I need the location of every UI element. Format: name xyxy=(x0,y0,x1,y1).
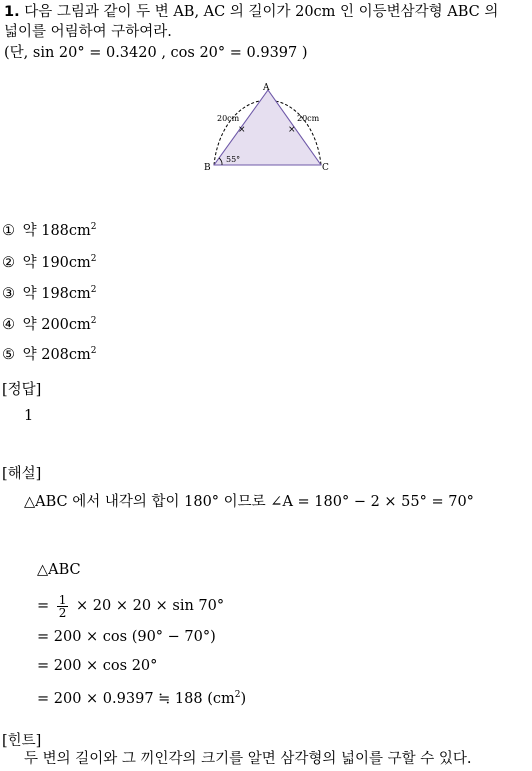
explanation-step-3: = 200 × cos 20° xyxy=(37,658,158,674)
option-5[interactable]: ⑤ 약 $208cm^2$ xyxy=(2,346,97,363)
option-text: 약 188cm xyxy=(22,223,91,239)
fraction-one-half: $\frac{1}{2}$ xyxy=(58,592,67,620)
option-marker: ⑤ xyxy=(2,347,15,363)
triangle-abc xyxy=(214,90,321,165)
option-marker: ① xyxy=(2,223,15,239)
option-3[interactable]: ③ 약 $198cm^2$ xyxy=(2,285,97,302)
tick-mark-left: × xyxy=(238,125,246,135)
option-marker: ② xyxy=(2,255,15,271)
label-a: A xyxy=(263,83,270,93)
explanation-heading: [해설] xyxy=(2,466,42,482)
explanation-line-1: △ABC 에서 내각의 합이 180° 이므로 ∠A = 180° − 2 × 55° = 70° xyxy=(24,494,474,510)
option-text: 약 190cm xyxy=(22,255,91,271)
option-text: 약 200cm xyxy=(22,317,91,333)
option-2[interactable]: ② 약 $190cm^2$ xyxy=(2,254,97,271)
tick-mark-right: × xyxy=(288,125,296,135)
explanation-step-1: = $\frac{1}{2}$ × 20 × 20 × sin 70° xyxy=(37,592,225,620)
side-left-label: 20cm xyxy=(217,114,240,123)
option-marker: ③ xyxy=(2,286,15,302)
explanation-step-2: = 200 × cos (90° − 70°) xyxy=(37,629,216,645)
explanation-step-0: △ABC xyxy=(37,562,81,578)
option-4[interactable]: ④ 약 $200cm^2$ xyxy=(2,316,97,333)
explanation-step-4: = 200 × 0.9397 ≒ 188 $(cm^2)$ xyxy=(37,690,247,707)
option-marker: ④ xyxy=(2,317,15,333)
question-text-1: 다음 그림과 같이 두 변 AB, AC 의 길이가 20cm 인 이등변삼각형 ABC 의 xyxy=(24,4,499,20)
option-text: 약 198cm xyxy=(22,286,91,302)
question-line-1 xyxy=(4,2,498,22)
hint-text: 두 변의 길이와 그 끼인각의 크기를 알면 삼각형의 넓이를 구할 수 있다. xyxy=(24,751,472,767)
option-1[interactable]: ① 약 $188cm^2$ xyxy=(2,222,97,239)
question-condition: (단, sin 20° = 0.3420 , cos 20° = 0.9397 ) xyxy=(4,45,308,61)
label-b: B xyxy=(204,163,211,173)
hint-heading: [힌트] xyxy=(2,733,42,749)
angle-label: 55° xyxy=(226,155,241,164)
question-number: 1. xyxy=(4,4,20,20)
answer-heading: [정답] xyxy=(2,382,42,398)
answer-value: 1 xyxy=(24,408,34,424)
label-c: C xyxy=(322,163,329,173)
side-right-label: 20cm xyxy=(297,114,320,123)
question-text-2: 넓이를 어림하여 구하여라. xyxy=(4,24,172,40)
triangle-figure xyxy=(200,80,332,174)
option-text: 약 208cm xyxy=(22,347,91,363)
